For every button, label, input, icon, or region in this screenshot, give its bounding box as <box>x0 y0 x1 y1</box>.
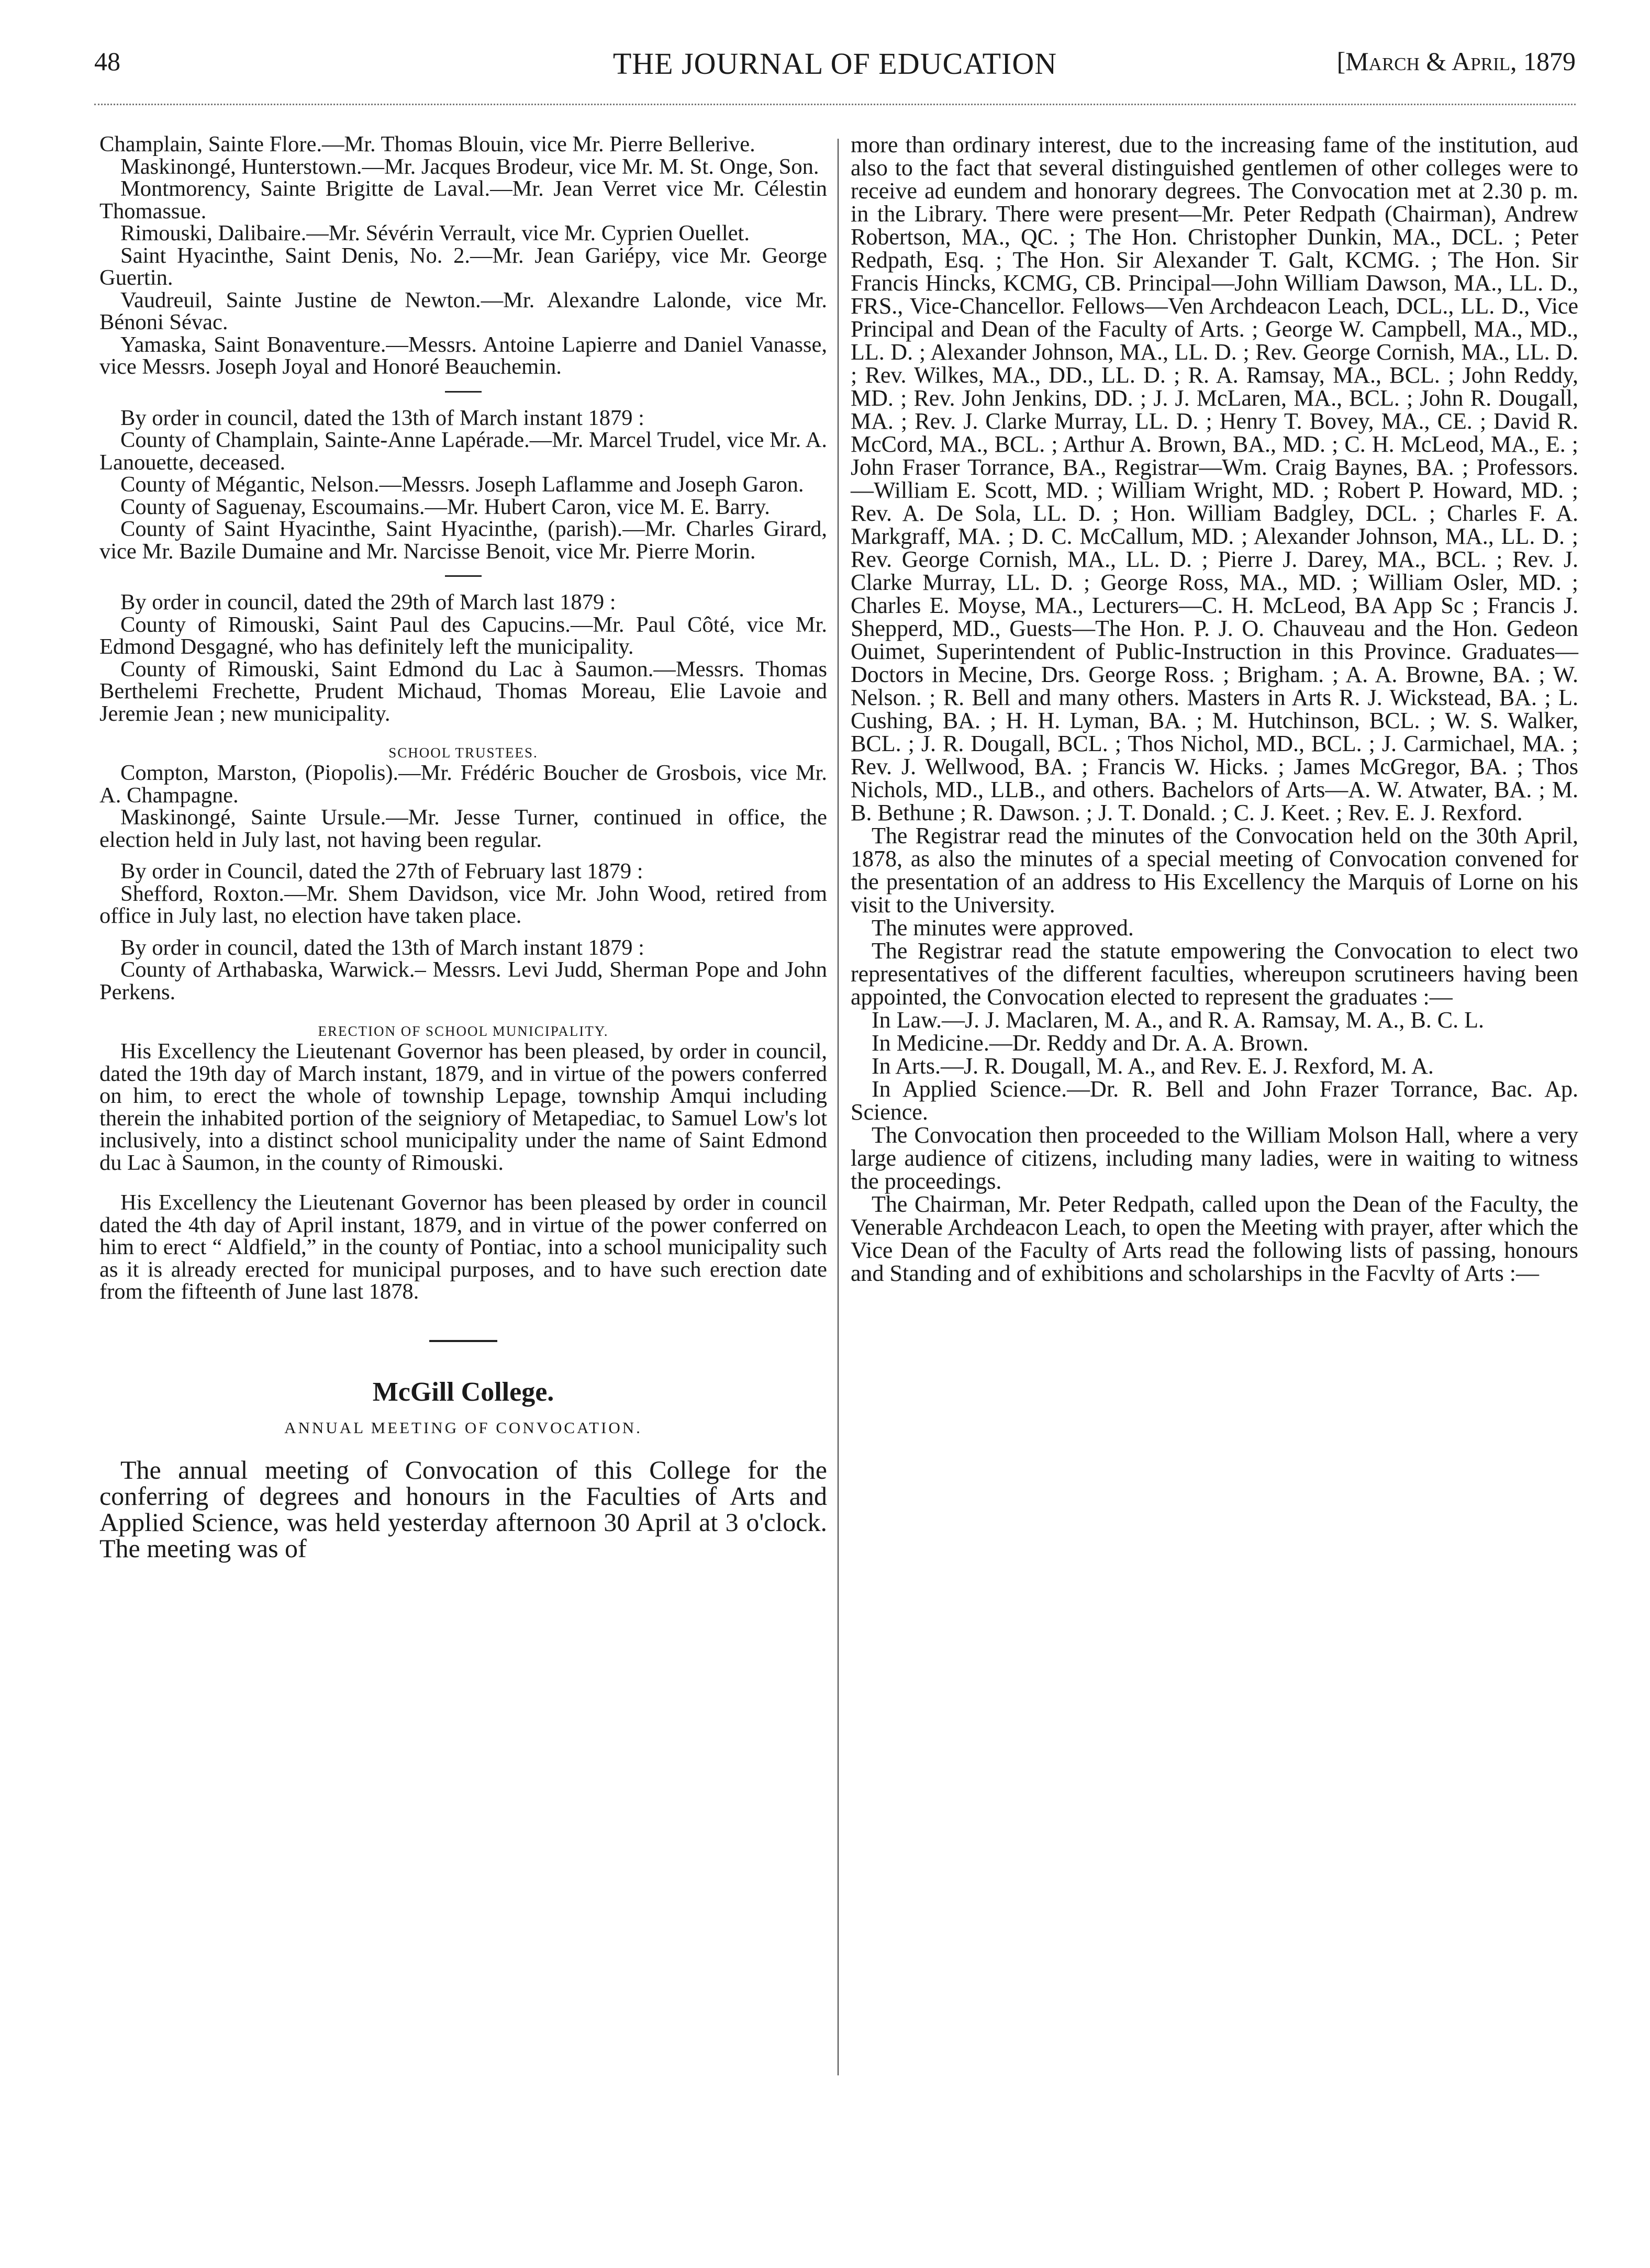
left-column <box>99 133 827 1561</box>
order-entry: County of Rimouski, Saint Edmond du Lac à Saumon.—Messrs. Thomas Berthelemi Frechette, Prudent Michaud, Thomas Moreau, Elie Lavoie and Jeremie Jean ; new municipality. <box>99 656 827 726</box>
body-paragraph: more than ordinary interest, due to the increasing fame of the institution, aud also to the fact that several distinguished gentlemen of other colleges were to receive ad eundem and honorary degrees. The Convocation met at 2.30 p. m. in the Library. There were present—Mr. Peter Redpath (Chairman), Andrew Robertson, MA., QC. ; The Hon. Christopher Dunkin, MA., DCL. ; Peter Redpath, Esq. ; The Hon. Sir Alexander T. Galt, KCMG. ; The Hon. Sir Francis Hincks, KCMG, CB. Principal—John William Dawson, MA., LL. D., FRS., Vice-Chancellor. Fellows—Ven Archdeacon Leach, DCL., LL. D., Vice Principal and Dean of the Faculty of Arts. ; George W. Campbell, MA., MD., LL. D. ; Alexander Johnson, MA., LL. D. ; Rev. George Cornish, MA., LL. D. ; Rev. Wilkes, MA., DD., LL. D. ; R. A. Ramsay, MA., BCL. ; John Reddy, MD. ; Rev. John Jenkins, DD. ; J. J. McLaren, MA., BCL. ; John R. Dougall, MA. ; Rev. J. Clarke Murray, LL. D. ; Henry T. Bovey, MA., CE. ; David R. McCord, MA., BCL. ; Arthur A. Brown, BA., MD. ; C. H. McLeod, MA., E. ; John Fraser Torrance, BA., Registrar—Wm. Craig Baynes, BA. ; Professors.—William E. Scott, MD. ; William Wright, MD. ; Robert P. Howard, MD. ; Rev. A. De Sola, LL. D. ; Hon. William Badgley, DCL. ; Charles F. A. Markgraff, MA. ; D. C. McCallum, MD. ; Alexander Johnson, MA., LL. D. ; Rev. George Cornish, MA., LL. D. ; Pierre J. Darey, MA., BCL. ; Rev. J. Clarke Murray, LL. D. ; George Ross, MA., MD. ; William Osler, MD. ; Charles E. Moyse, MA., Lecturers—C. H. McLeod, BA App Sc ; Francis J. Shepperd, MD., Guests—The Hon. P. J. O. Chauveau and the Hon. Gedeon Ouimet, Superintendent of Public-Instruction in this Province. Graduates—Doctors in Mecine, Drs. George Ross. ; Brigham. ; A. A. Browne, BA. ; W. Nelson. ; R. Bell and many others. Masters in Arts R. J. Wickstead, BA. ; L. Cushing, BA. ; H. H. Lyman, BA. ; M. Hutchinson, BCL. ; W. S. Walker, BCL. ; J. R. Dougall, BCL. ; Thos Nichol, MD., BCL. ; J. Carmichael, MA. ; Rev. J. Wellwood, BA. ; Francis W. Hicks. ; James McGregor, BA. ; Thos Nichols, MD., LLB., and others. Bachelors of Arts—A. W. Atwater, BA. ; M. B. Bethune ; R. Dawson. ; J. T. Donald. ; C. J. Keet. ; Rev. E. J. Rexford. <box>851 132 1578 825</box>
order-entry: County of Arthabaska, Warwick.– Messrs. Levi Judd, Sherman Pope and John Perkens. <box>99 957 827 1004</box>
appointment-entry: Yamaska, Saint Bonaventure.—Messrs. Antoine Lapierre and Daniel Vanasse, vice Messrs. Joseph Joyal and Honoré Beauchemin. <box>99 332 827 379</box>
order-entry: County of Mégantic, Nelson.—Messrs. Joseph Laflamme and Joseph Garon. <box>120 472 804 497</box>
column-divider <box>838 139 839 2075</box>
section-divider <box>445 391 482 393</box>
body-paragraph: The minutes were approved. <box>872 915 1134 941</box>
trustee-entry: Compton, Marston, (Piopolis).—Mr. Frédéric Boucher de Grosbois, vice Mr. A. Champagne. <box>99 761 827 808</box>
body-paragraph: In Applied Science.—Dr. R. Bell and John Frazer Torrance, Bac. Ap. Science. <box>851 1076 1578 1125</box>
section-divider <box>445 575 482 577</box>
right-column <box>851 133 1578 1285</box>
erection-paragraph: His Excellency the Lieutenant Governor has been pleased, by order in council, dated the 19th day of March instant, 1879, and in virtue of the powers conferred on him, to erect the whole of township Lepage, township Amqui including therein the inhabited portion of the seigniory of Metapediac, to Samuel Low's lot inclusively, into a distinct school municipality under the name of Saint Edmond du Lac à Saumon, in the county of Rimouski. <box>99 1039 827 1175</box>
body-paragraph: The Chairman, Mr. Peter Redpath, called upon the Dean of the Faculty, the Venerable Archdeacon Leach, to open the Meeting with prayer, after which the Vice Dean of the Faculty of Arts read the following lists of passing, honours and Standing and of exhibitions and scholarships in the Facvlty of Arts :— <box>851 1191 1578 1286</box>
convocation-intro: The annual meeting of Convocation of this College for the conferring of degrees and honours in the Faculties of Arts and Applied Science, was held yesterday afternoon 30 April at 3 o'clock. The meeting was of <box>99 1455 827 1563</box>
appointment-entry: Maskinongé, Hunterstown.—Mr. Jacques Brodeur, vice Mr. M. St. Onge, Son. <box>120 154 819 179</box>
order-entry: County of Champlain, Sainte-Anne Lapérade.—Mr. Marcel Trudel, vice Mr. A. Lanouette, deceased. <box>99 428 827 475</box>
section-divider <box>429 1340 497 1342</box>
convocation-heading: ANNUAL MEETING OF CONVOCATION. <box>284 1418 642 1437</box>
issue-date: [March & April, 1879 <box>1336 47 1576 76</box>
erection-paragraph: His Excellency the Lieutenant Governor has been pleased by order in council dated the 4th day of April instant, 1879, and in virtue of the power conferred on him to erect “ Aldfield,” in the county of Pontiac, into a school municipality such as it is already erected for municipal purposes, and to have such erection date from the fifteenth of June last 1878. <box>99 1190 827 1304</box>
order-intro: By order in council, dated the 13th of March instant 1879 : <box>120 405 644 430</box>
body-paragraph: The Registrar read the statute empowering the Convocation to elect two representatives of the different faculties, whereupon scrutineers having been appointed, the Convocation elected to represent the graduates :— <box>851 938 1578 1010</box>
order-entry: Shefford, Roxton.—Mr. Shem Davidson, vice Mr. John Wood, retired from office in July last, no election have taken place. <box>99 881 827 928</box>
order-entry: County of Saint Hyacinthe, Saint Hyacinthe, (parish).—Mr. Charles Girard, vice Mr. Bazile Dumaine and Mr. Narcisse Benoit, vice Mr. Pierre Morin. <box>99 517 827 564</box>
page-number: 48 <box>94 47 120 76</box>
trustee-entry: Maskinongé, Sainte Ursule.—Mr. Jesse Turner, continued in office, the election held in July last, not having been regular. <box>99 805 827 852</box>
school-trustees-heading: SCHOOL TRUSTEES. <box>388 745 538 761</box>
body-paragraph: In Arts.—J. R. Dougall, M. A., and Rev. E. J. Rexford, M. A. <box>872 1053 1434 1079</box>
body-paragraph: The Registrar read the minutes of the Convocation held on the 30th April, 1878, as also the minutes of a special meeting of Convocation convened for the presentation of an address to His Excellency the Marquis of Lorne on his visit to the University. <box>851 823 1578 918</box>
appointment-entry: Rimouski, Dalibaire.—Mr. Sévérin Verrault, vice Mr. Cyprien Ouellet. <box>120 221 750 245</box>
journal-title: THE JOURNAL OF EDUCATION <box>612 47 1057 81</box>
body-paragraph: In Law.—J. J. Maclaren, M. A., and R. A. Ramsay, M. A., B. C. L. <box>872 1007 1484 1033</box>
page-header <box>94 46 1576 88</box>
college-heading: McGill College. <box>372 1377 554 1407</box>
erection-heading: ERECTION OF SCHOOL MUNICIPALITY. <box>318 1023 609 1039</box>
order-intro: By order in council, dated the 29th of March last 1879 : <box>120 590 616 615</box>
order-entry: County of Rimouski, Saint Paul des Capucins.—Mr. Paul Côté, vice Mr. Edmond Desgagné, who has definitely left the municipality. <box>99 612 827 659</box>
appointment-entry: Montmorency, Sainte Brigitte de Laval.—Mr. Jean Verret vice Mr. Célestin Thomassue. <box>99 176 827 224</box>
appointment-entry: Champlain, Sainte Flore.—Mr. Thomas Blouin, vice Mr. Pierre Bellerive. <box>99 132 755 157</box>
order-intro: By order in Council, dated the 27th of February last 1879 : <box>120 859 643 884</box>
order-intro: By order in council, dated the 13th of March instant 1879 : <box>120 935 644 960</box>
appointment-entry: Vaudreuil, Sainte Justine de Newton.—Mr. Alexandre Lalonde, vice Mr. Bénoni Sévac. <box>99 287 827 334</box>
order-entry: County of Saguenay, Escoumains.—Mr. Hubert Caron, vice M. E. Barry. <box>120 494 770 519</box>
body-paragraph: In Medicine.—Dr. Reddy and Dr. A. A. Brown. <box>872 1030 1309 1056</box>
header-rule <box>94 104 1576 107</box>
body-paragraph: The Convocation then proceeded to the William Molson Hall, where a very large audience of citizens, including many ladies, were in waiting to witness the proceedings. <box>851 1122 1578 1194</box>
appointment-entry: Saint Hyacinthe, Saint Denis, No. 2.—Mr. Jean Gariépy, vice Mr. George Guertin. <box>99 243 827 290</box>
